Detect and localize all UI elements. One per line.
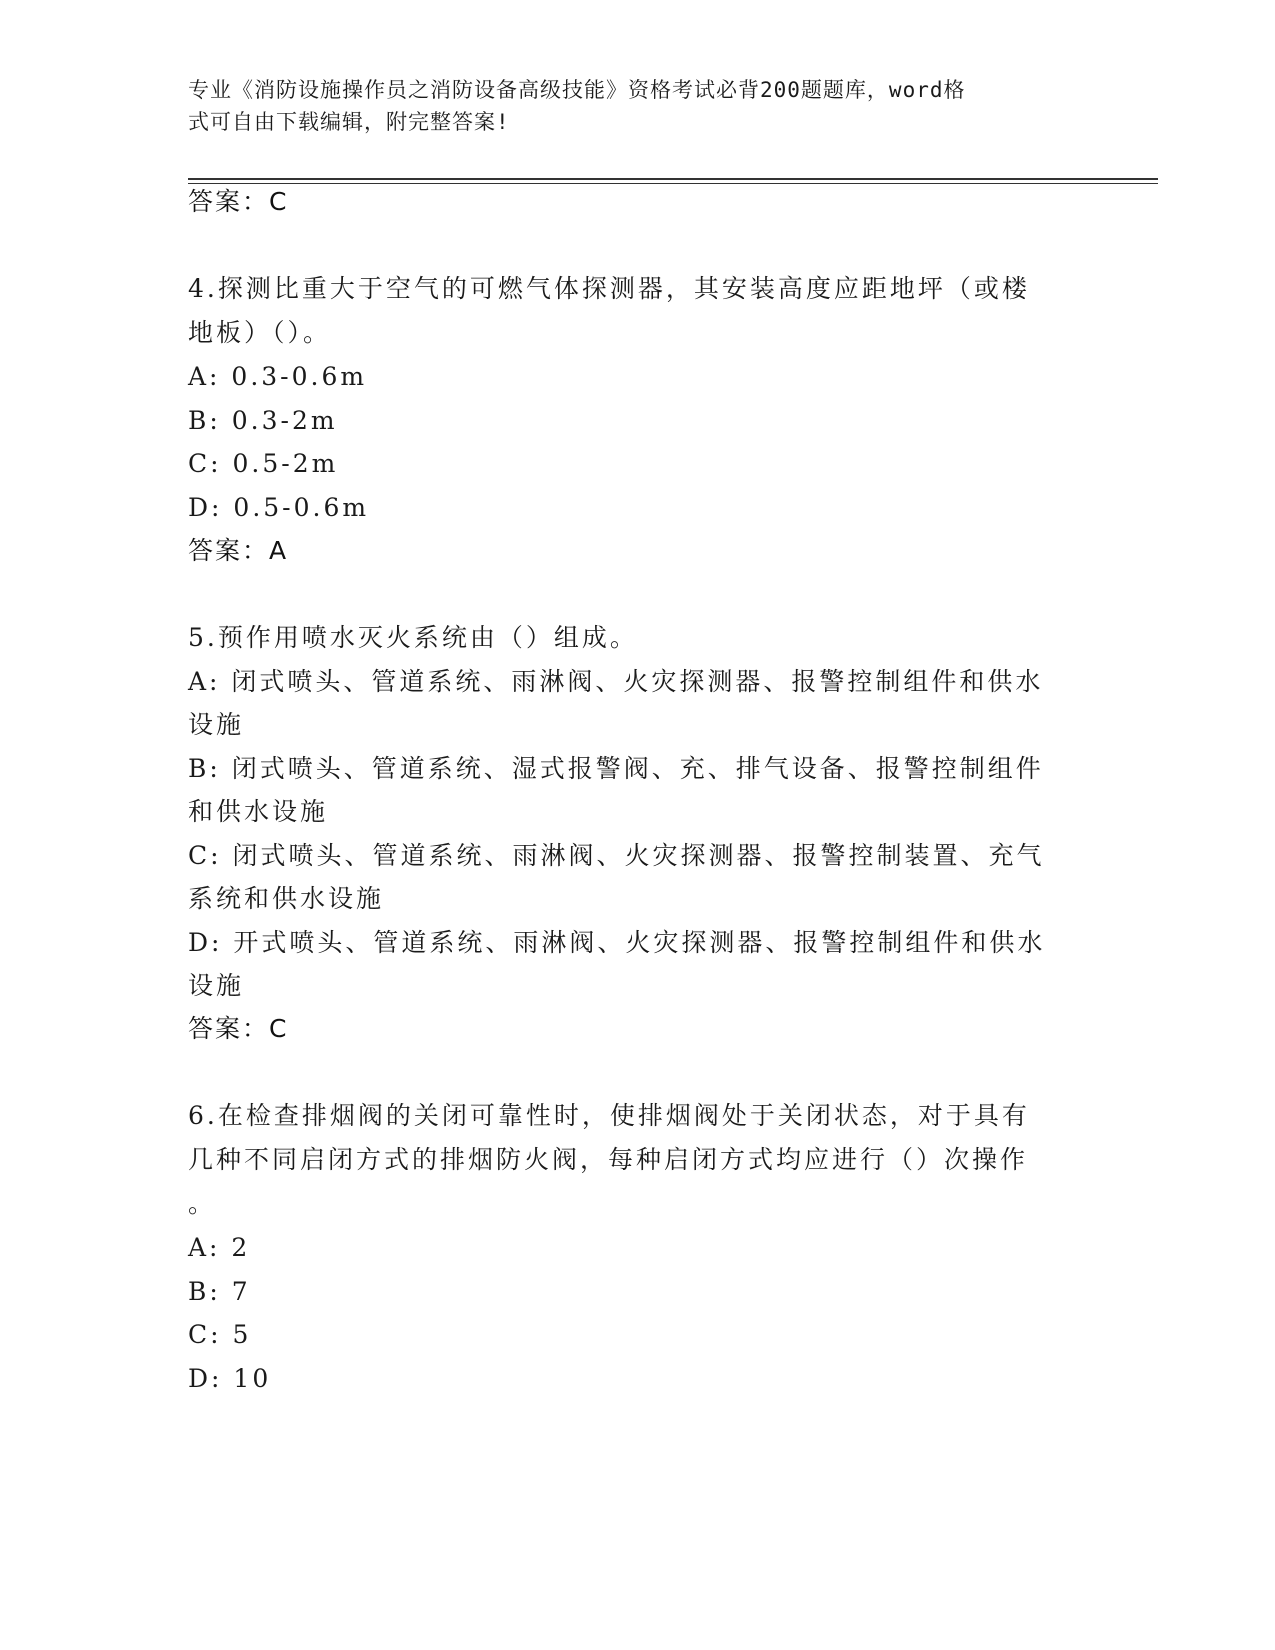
q6-option-d: D: 10 xyxy=(188,1364,272,1393)
q5-option-line: C: 闭式喷头、管道系统、雨淋阀、火灾探测器、报警控制装置、充气 xyxy=(188,841,1045,870)
q4-option-c: C: 0.5-2m xyxy=(188,449,339,478)
q4-option-d: D: 0.5-0.6m xyxy=(188,493,370,522)
q5-option-line: 设施 xyxy=(188,710,245,739)
q6-option-b: B: 7 xyxy=(188,1277,251,1306)
q6-option-a: A: 2 xyxy=(188,1233,251,1262)
q5-option-line: 设施 xyxy=(188,971,245,1000)
previous-answer: 答案：C xyxy=(188,187,289,216)
q5-option-line: 系统和供水设施 xyxy=(188,884,385,913)
q6-option-c: C: 5 xyxy=(188,1320,252,1349)
q5-option-line: B: 闭式喷头、管道系统、湿式报警阀、充、排气设备、报警控制组件 xyxy=(188,754,1044,783)
q4-option-a: A: 0.3-0.6m xyxy=(188,362,368,391)
header-divider xyxy=(188,178,1158,180)
q5-stem: 5.预作用喷水灭火系统由（）组成。 xyxy=(188,623,638,652)
q5-option-line: D: 开式喷头、管道系统、雨淋阀、火灾探测器、报警控制组件和供水 xyxy=(188,928,1046,957)
q4-stem-line-2: 地板）（）。 xyxy=(188,318,332,347)
q5-answer: 答案：C xyxy=(188,1014,289,1043)
q6-stem-line-3: 。 xyxy=(188,1189,217,1218)
q6-stem-line-1: 6.在检查排烟阀的关闭可靠性时，使排烟阀处于关闭状态，对于具有 xyxy=(188,1101,1030,1130)
q5-option-line: 和供水设施 xyxy=(188,797,329,826)
header-divider-thin xyxy=(188,183,1158,184)
q6-stem-line-2: 几种不同启闭方式的排烟防火阀，每种启闭方式均应进行（）次操作 xyxy=(188,1145,1029,1174)
page-header xyxy=(188,74,1068,138)
q4-stem-line-1: 4.探测比重大于空气的可燃气体探测器，其安装高度应距地坪（或楼 xyxy=(188,274,1030,303)
q4-option-b: B: 0.3-2m xyxy=(188,406,338,435)
q4-answer: 答案：A xyxy=(188,536,289,565)
header-line-2: 式可自由下载编辑，附完整答案! xyxy=(188,110,510,134)
q5-option-line: A: 闭式喷头、管道系统、雨淋阀、火灾探测器、报警控制组件和供水 xyxy=(188,667,1044,696)
header-line-1: 专业《消防设施操作员之消防设备高级技能》资格考试必背200题题库，word格 xyxy=(188,78,966,102)
